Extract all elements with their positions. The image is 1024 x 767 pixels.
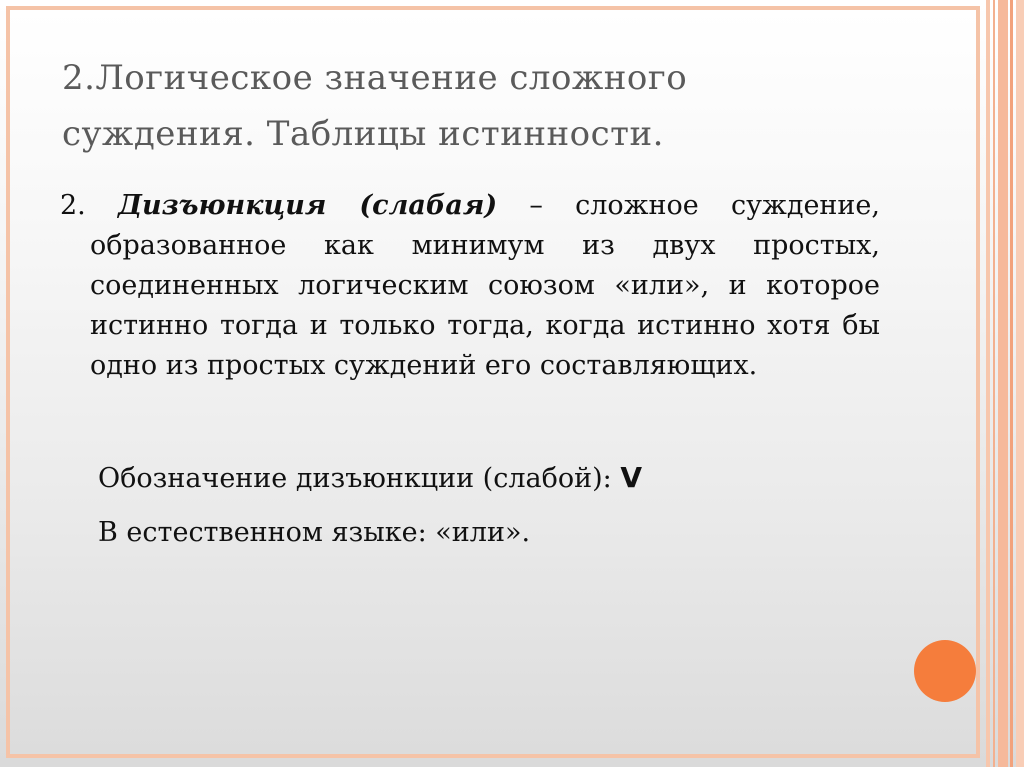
slide-title-line1: 2.Логическое значение сложного	[62, 58, 688, 98]
definition-number: 2.	[60, 190, 119, 221]
definition-term: Дизъюнкция (слабая)	[118, 190, 498, 221]
decor-stripe	[1010, 0, 1013, 767]
slide-title	[62, 50, 922, 162]
notation-line	[98, 458, 858, 499]
decor-circle	[914, 640, 976, 702]
slide-title-line2: суждения. Таблицы истинности.	[62, 114, 664, 154]
notation-label: Обозначение дизъюнкции (слабой):	[98, 463, 621, 494]
decor-stripe	[986, 0, 990, 767]
decor-stripe	[998, 0, 1008, 767]
disjunction-symbol: V	[620, 461, 642, 494]
definition-paragraph	[60, 186, 880, 386]
definition-block	[60, 186, 880, 386]
decor-stripe	[1016, 0, 1024, 767]
natural-language-line: В естественном языке: «или».	[98, 517, 531, 548]
definition-text: – сложное суждение, образованное как минимум из двух простых, соединенных логическим союзом «или», и которое истинно тогда и только тогда, когда истинно хотя бы одно из простых суждений его составляющих.	[90, 190, 880, 381]
decor-stripe	[993, 0, 995, 767]
